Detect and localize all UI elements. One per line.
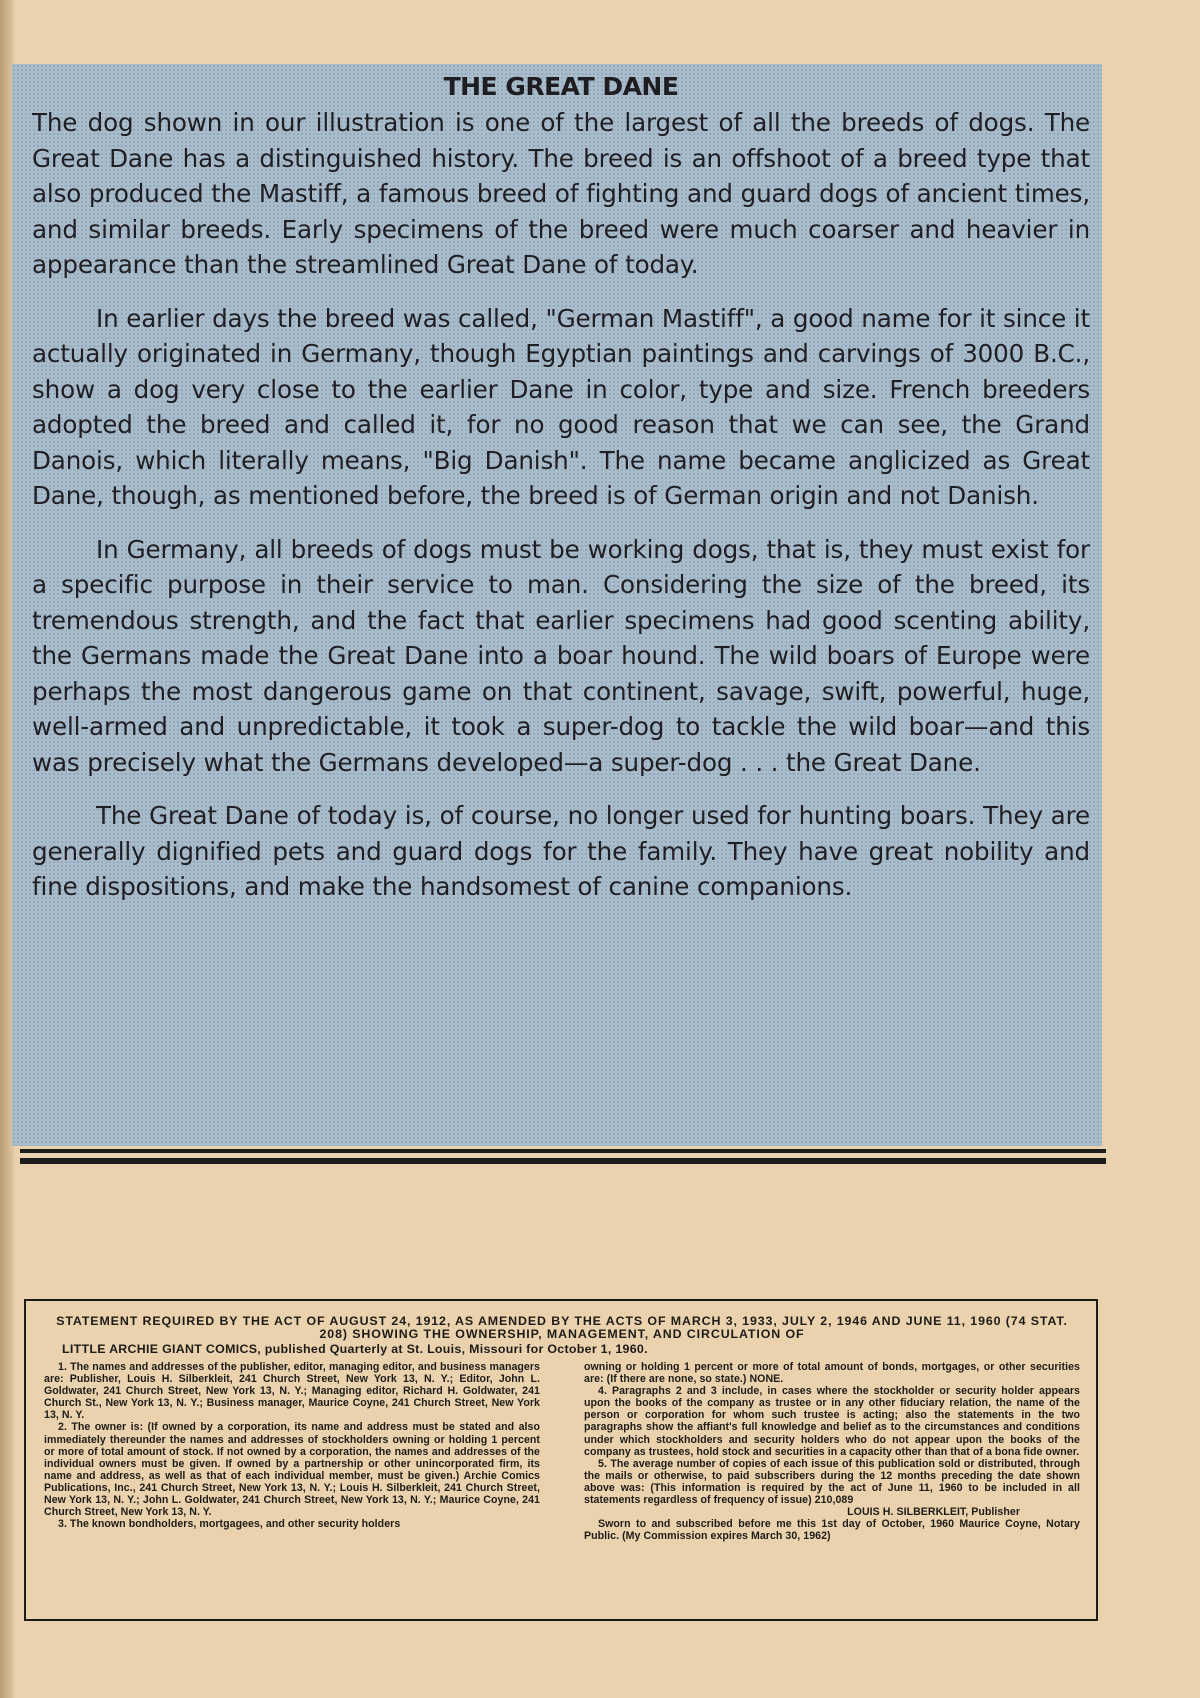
article-paragraph-2: In earlier days the breed was called, "German Mastiff", a good name for it since it actually originated in Germany, though Egyptian paintings and carvings of 3000 B.C., show a dog very close to the earlier Dane in color, type and size. French breeders adopted the breed and called it, for no good reason that we can see, the Grand Danois, which literally means, "Big Danish". The name became anglicized as Great Dane, though, as mentioned before, the breed is of German origin and not Danish. (32, 303, 1090, 510)
divider-rule-bottom (20, 1158, 1106, 1164)
statement-item-2: 2. The owner is: (If owned by a corporation, its name and address must be stated and also immediately thereunder the names and addresses of stockholders owning or holding 1 percent or more of total amount of stock. If not owned by a corporation, the names and addresses of the individual owners must be given. If owned by a partnership or other unincorporated firm, its name and address, as well as that of each individual member, must be given.) Archie Comics Publications, Inc., 241 Church Street, New York 13, N. Y.; Louis H. Silberkleit, 241 Church Street, New York 13, N. Y.; John L. Goldwater, 241 Church Street, New York 13, N. Y.; Maurice Coyne, 241 Church Street, New York 13, N. Y. (44, 1421, 540, 1519)
statement-item-3: 3. The known bondholders, mortgagees, and other security holders (58, 1518, 401, 1531)
statement-signature: LOUIS H. SILBERKLEIT, Publisher (847, 1506, 1020, 1519)
article-panel (12, 64, 1102, 1146)
ownership-statement-box (24, 1299, 1098, 1621)
article-title: THE GREAT DANE (443, 72, 679, 101)
article-paragraph-3: In Germany, all breeds of dogs must be working dogs, that is, they must exist for a specific purpose in their service to man. Considering the size of the breed, its tremendous strength, and the fact that earlier specimens had good scenting ability, the Germans made the Great Dane into a boar hound. The wild boars of Europe were perhaps the most dangerous game on that continent, savage, swift, powerful, huge, well-armed and unpredictable, it took a super-dog to tackle the wild boar—and this was precisely what the Germans developed—a super-dog . . . the Great Dane. (32, 534, 1090, 777)
statement-left-column (44, 1361, 540, 1542)
statement-item-1: 1. The names and addresses of the publisher, editor, managing editor, and business managers are: Publisher, Louis H. Silberkleit, 241 Church Street, New York 13, N. Y.; Editor, John L. Goldwater, 241 Church Street, New York 13, N. Y.; Managing editor, Richard H. Goldwater, 241 Church St., New York 13, N. Y.; Business manager, Maurice Coyne, 241 Church Street, New York 13, N. Y. (44, 1361, 540, 1422)
article-paragraph-1: The dog shown in our illustration is one of the largest of all the breeds of dogs. The Great Dane has a distinguished history. The breed is an offshoot of a breed type that also produced the Mastiff, a famous breed of fighting and guard dogs of ancient times, and similar breeds. Early specimens of the breed were much coarser and heavier in appearance than the streamlined Great Dane of today. (32, 108, 1090, 279)
statement-right-column (584, 1361, 1080, 1542)
statement-publication: LITTLE ARCHIE GIANT COMICS, published Quarterly at St. Louis, Missouri for October 1, 1960. (62, 1342, 648, 1356)
statement-item-4: 4. Paragraphs 2 and 3 include, in cases where the stockholder or security holder appears upon the books of the company as trustee or in any other fiduciary relation, the name of the person or corporation for whom such trustee is acting; also the statements in the two paragraphs show the affiant's full knowledge and belief as to the circumstances and conditions under which stockholders and security holders who do not appear upon the books of the company as trustees, hold stock and securities in a capacity other than that of a bona fide owner. (584, 1385, 1080, 1458)
statement-item-5: 5. The average number of copies of each issue of this publication sold or distributed, through the mails or otherwise, to paid subscribers during the 12 months preceding the date shown above was: (This information is required by the act of June 11, 1960 to be included in all statements regardless of frequency of issue) 210,089 (584, 1457, 1080, 1507)
statement-columns (44, 1361, 1080, 1542)
statement-heading: STATEMENT REQUIRED BY THE ACT OF AUGUST 24, 1912, AS AMENDED BY THE ACTS OF MARCH 3, 1933, JULY 2, 1946 AND JUNE 11, 1960 (74 STAT. 208) SHOWING THE OWNERSHIP, MANAGEMENT, AND CIRCULATION OF (56, 1314, 1068, 1341)
article-paragraph-4: The Great Dane of today is, of course, no longer used for hunting boars. They are generally dignified pets and guard dogs for the family. They have great nobility and fine dispositions, and make the handsomest of canine companions. (32, 801, 1090, 901)
divider-rule-top (20, 1149, 1106, 1153)
statement-notary: Sworn to and subscribed before me this 1st day of October, 1960 Maurice Coyne, Notary Public. (My Commission expires March 30, 1962) (584, 1518, 1080, 1543)
statement-item-3-cont: owning or holding 1 percent or more of total amount of bonds, mortgages, or other securities are: (If there are none, so state.) NONE. (584, 1361, 1080, 1386)
